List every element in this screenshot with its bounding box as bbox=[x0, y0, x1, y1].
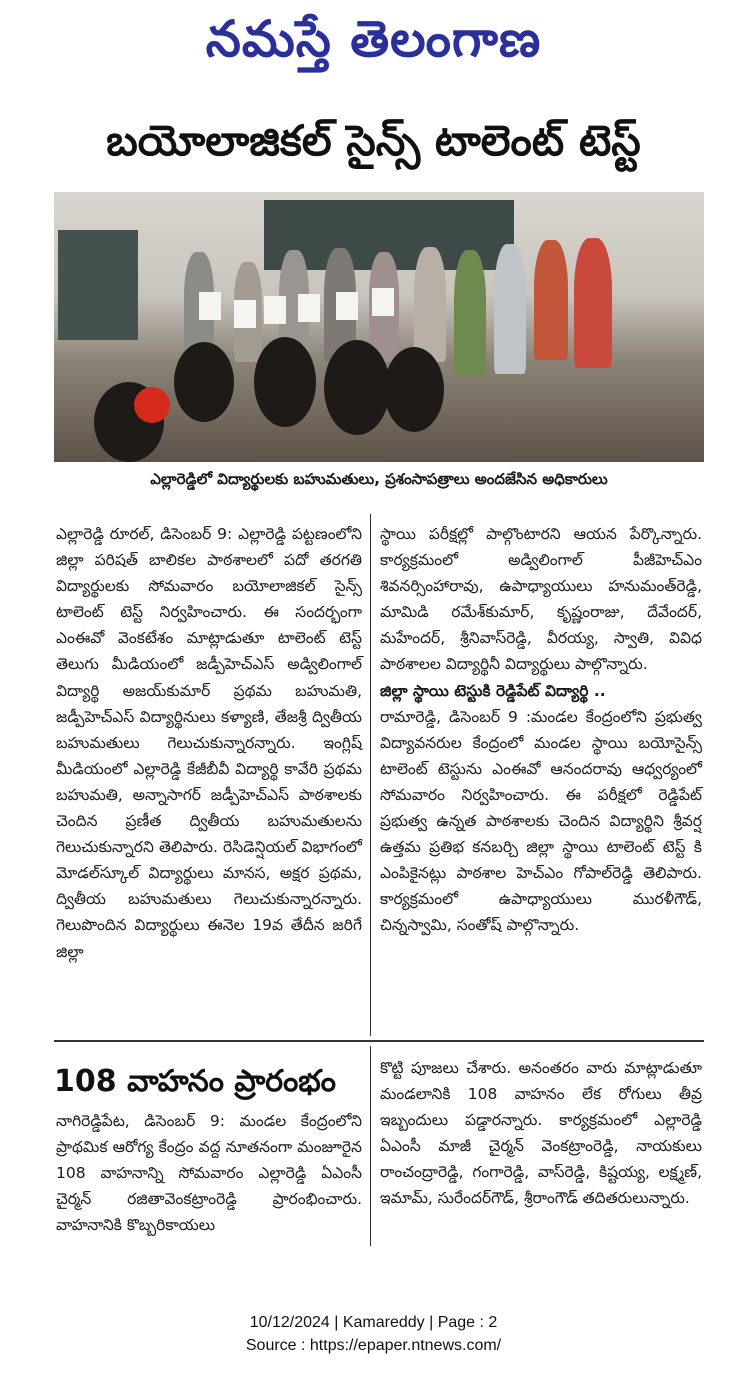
headline: బయోలాజికల్ సైన్స్ టాలెంట్ టెస్ట్ bbox=[106, 116, 641, 165]
article2-body-left: నాగిరెడ్డిపేట, డిసెంబర్ 9: మండల కేంద్రంలోని ప్రాథమిక ఆరోగ్య కేంద్రం వద్ద నూతనంగా మంజూరైన 108 వాహనాన్ని సోమవారం ఎల్లారెడ్డి ఏఎంసీ చైర్మన్ రజితావెంకట్రాంరెడ్డి ప్రారంభించారు. వాహనానికి కొబ్బరికాయలు bbox=[56, 1112, 362, 1235]
photo-caption: ఎల్లారెడ్డిలో విద్యార్థులకు బహుమతులు, ప్రశంసాపత్రాలు అందజేసిన అధికారులు bbox=[150, 470, 608, 488]
masthead: నమస్తే తెలంగాణ bbox=[205, 9, 542, 68]
certificate bbox=[298, 294, 320, 322]
article2-body-right: కొట్టి పూజలు చేశారు. అనంతరం వారు మాట్లాడుతూ మండలానికి 108 వాహనం లేక రోగులు తీవ్ర ఇబ్బందులు పడ్డారన్నారు. కార్యక్రమంలో ఎల్లారెడ్డి ఏఎంసీ మాజీ చైర్మన్ వెంకట్రాంరెడ్డి, నాయకులు రాంచంద్రారెడ్డి, గంగారెడ్డి, వాస్‌రెడ్డి, కిష్టయ్య, లక్ష్మణ్, ఇమామ్, సురేందర్‌గౌడ్, శ్రీరాంగౌడ్ తదితరులున్నారు. bbox=[380, 1059, 702, 1208]
article1-subhead: జిల్లా స్థాయి టెస్టుకి రెడ్డిపేట్ విద్యార్థి .. bbox=[380, 681, 606, 700]
article1-left-column bbox=[56, 521, 362, 965]
seated-student bbox=[384, 347, 444, 432]
article1-body-right: స్థాయి పరీక్షల్లో పాల్గొంటారని ఆయన పేర్కొన్నారు. కార్యక్రమంలో అడ్విలింగాల్ పీజీహెచ్ఎం శివనర్సింహారావు, ఉపాధ్యాయులు హనుమంత్‌రెడ్డి, మామిడి రమేశ్‌కుమార్, కృష్ణంరాజు, దేవేందర్, మహేందర్, శ్రీనివాస్‌రెడ్డి, వీరయ్య, స్వాతి, వివిధ పాఠశాలల విద్యార్థినీ విద్యార్థులు పాల్గొన్నారు. bbox=[380, 525, 702, 674]
footer-source-line: Source : https://epaper.ntnews.com/ bbox=[245, 1337, 502, 1354]
section-divider bbox=[54, 1040, 704, 1042]
certificate bbox=[199, 292, 221, 320]
article1-sub-body: రామారెడ్డి, డిసెంబర్ 9 :మండల కేంద్రంలోని ప్రభుత్వ విద్యావనరుల కేంద్రంలో మండల స్థాయి బయోసైన్స్ టాలెంట్ టెస్టును ఎంఈవో ఆనందరావు ఆధ్వర్యంలో సోమవారం నిర్వహించారు. ఈ పరీక్షలో రెడ్డిపేట్ ప్రభుత్వ ఉన్నత పాఠశాలకు చెందిన విద్యార్థిని శ్రీవర్ష ఉత్తమ ప్రతిభ కనబర్చి జిల్లా స్థాయి టాలెంట్ టెస్ట్ కి ఎంపికైనట్లు పాఠశాల హెచ్ఎం గోపాల్‌రెడ్డి తెలిపారు. కార్యక్రమంలో ఉపాధ్యాయులు మురళీగౌడ్, చిన్నస్వామి, సంతోష్ పాల్గొన్నారు. bbox=[380, 707, 702, 935]
standing-person bbox=[534, 240, 568, 360]
news-photo bbox=[54, 192, 704, 462]
seated-student bbox=[254, 337, 316, 427]
seated-student bbox=[324, 340, 390, 435]
article2-right-column bbox=[380, 1055, 702, 1212]
standing-person bbox=[454, 250, 486, 375]
seated-student bbox=[134, 387, 170, 423]
certificate bbox=[372, 288, 394, 316]
certificate bbox=[336, 292, 358, 320]
footer-date-line: 10/12/2024 | Kamareddy | Page : 2 bbox=[249, 1314, 498, 1331]
standing-person bbox=[574, 238, 612, 368]
seated-student bbox=[174, 342, 234, 422]
standing-person bbox=[494, 244, 526, 374]
certificate bbox=[264, 296, 286, 324]
article2-headline: 108 వాహనం ప్రారంభం bbox=[54, 1064, 336, 1099]
standing-person bbox=[414, 247, 446, 362]
article1-body-left: ఎల్లారెడ్డి రూరల్, డిసెంబర్ 9: ఎల్లారెడ్డి పట్టణంలోని జిల్లా పరిషత్ బాలికల పాఠశాలలో పదో తరగతి విద్యార్థులకు సోమవారం బయోలాజికల్ సైన్స్ టాలెంట్ టెస్ట్ నిర్వహించారు. ఈ సందర్భంగా ఎంఈవో వెంకటేశం మాట్లాడుతూ టాలెంట్ టెస్ట్ తెలుగు మీడియంలో జడ్పీహెచ్ఎస్ అడ్విలింగాల్ విద్యార్థి అజయ్‌కుమార్ ప్రథమ బహుమతి, జడ్పీహెచ్ఎస్ విద్యార్థినులు కళ్యాణి, తేజశ్రీ ద్వితీయ బహుమతులు గెలుచుకున్నారన్నారు. ఇంగ్లిష్ మీడియంలో ఎల్లారెడ్డి కేజీబీవీ విద్యార్థి కావేరి ప్రథమ బహుమతి, అన్నాసాగర్ జడ్పీహెచ్ఎస్ పాఠశాలకు చెందిన ప్రణీత ద్వితీయ బహుమతులను గెలుచుకున్నారని తెలిపారు. రెసిడెన్షియల్ విభాగంలో మోడల్‌స్కూల్ విద్యార్థులు మానస, అక్షర ప్రథమ, ద్వితీయ బహుమతులు గెలుచుకున్నారన్నారు. గెలుపొందిన విద్యార్థులు ఈనెల 19వ తేదీన జరిగే జిల్లా bbox=[56, 525, 362, 961]
article1-right-column bbox=[380, 521, 702, 939]
column-divider bbox=[370, 514, 371, 1036]
article2-left-column bbox=[56, 1108, 362, 1238]
certificate bbox=[234, 300, 256, 328]
door bbox=[58, 230, 138, 340]
